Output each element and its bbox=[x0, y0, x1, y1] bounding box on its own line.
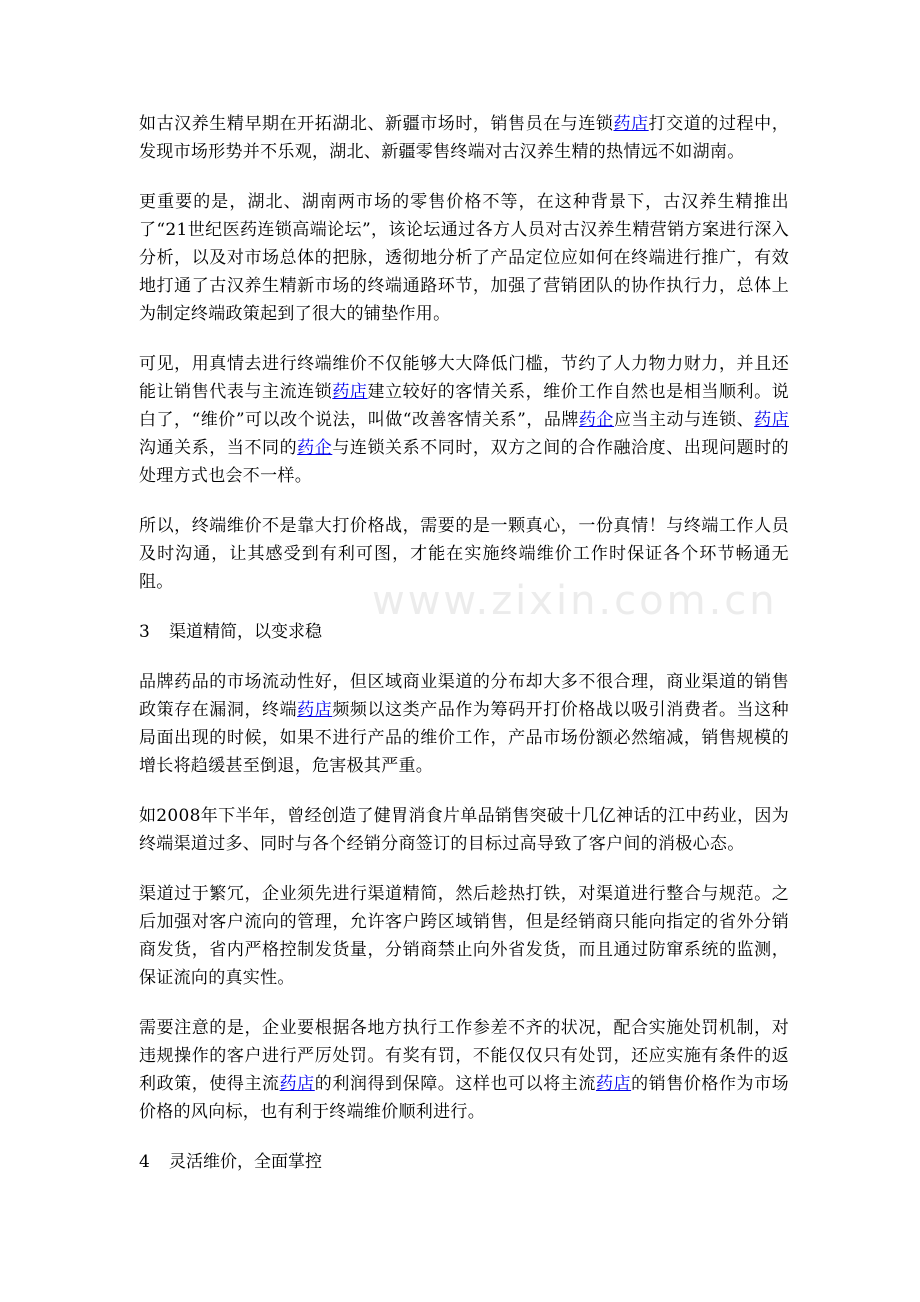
paragraph-3 bbox=[139, 350, 789, 490]
link-pharma-company[interactable]: 药企 bbox=[578, 410, 614, 430]
paragraph-1 bbox=[139, 110, 789, 166]
document-body bbox=[139, 110, 789, 1198]
link-pharmacy[interactable]: 药店 bbox=[595, 1074, 632, 1094]
text-span: 应当主动与连锁、 bbox=[613, 410, 755, 430]
link-pharmacy[interactable]: 药店 bbox=[332, 382, 368, 402]
link-pharmacy[interactable]: 药店 bbox=[279, 1074, 315, 1094]
section-title: 灵活维价，全面掌控 bbox=[169, 1152, 322, 1172]
section-heading-3 bbox=[139, 618, 789, 646]
paragraph-5 bbox=[139, 668, 789, 780]
paragraph-2: 更重要的是，湖北、湖南两市场的零售价格不等，在这种背景下，古汉养生精推出了“21世纪医药连锁高端论坛”，该论坛通过各方人员对古汉养生精营销方案进行深入分析，以及对市场总体的把脉，透彻地分析了产品定位应如何在终端进行推广，有效地打通了古汉养生精新市场的终端通路环节，加强了营销团队的协作执行力，总体上为制定终端政策起到了很大的铺垫作用。 bbox=[139, 192, 789, 324]
text-span: 与连锁关系不同时，双方之间的合作融洽度、出现问题时的处理方式也会不一样。 bbox=[139, 438, 789, 486]
section-heading-4 bbox=[139, 1148, 789, 1176]
text-span: 的销售价格作为市场价格的风向标，也有利于终端维价顺利进行。 bbox=[139, 1074, 789, 1122]
paragraph-7: 渠道过于繁冗，企业须先进行渠道精简，然后趁热打铁，对渠道进行整合与规范。之后加强对客户流向的管理，允许客户跨区域销售，但是经销商只能向指定的省外分销商发货，省内严格控制发货量，分销商禁止向外省发货，而且通过防窜系统的监测，保证流向的真实性。 bbox=[139, 884, 789, 988]
text-span: 频频以这类产品作为筹码开打价格战以吸引消费者。当这种局面出现的时候，如果不进行产品的维价工作，产品市场份额必然缩减，销售规模的增长将趋缓甚至倒退，危害极其严重。 bbox=[139, 700, 789, 776]
section-number: 3 bbox=[139, 622, 150, 642]
link-pharmacy[interactable]: 药店 bbox=[754, 410, 789, 430]
text-span: 品牌药品的市场流动性好，但区域商业渠道的分布却大多不很合理，商业渠道的销售政策存在漏洞，终端 bbox=[139, 672, 789, 720]
text-span: 需要注意的是，企业要根据各地方执行工作参差不齐的状况，配合实施处罚机制，对违规操作的客户进行严厉处罚。有奖有罚，不能仅仅只有处罚，还应实施有条件的返利政策，使得主流 bbox=[139, 1018, 789, 1094]
paragraph-8 bbox=[139, 1014, 789, 1126]
text-span: 打交道的过程中，发现市场形势并不乐观，湖北、新疆零售终端对古汉养生精的热情远不如湖南。 bbox=[139, 114, 789, 162]
link-pharma-company[interactable]: 药企 bbox=[297, 438, 333, 458]
watermark: www.zixin.com.cn bbox=[372, 578, 778, 624]
paragraph-6: 如2008年下半年，曾经创造了健胃消食片单品销售突破十几亿神话的江中药业，因为终端渠道过多、同时与各个经销分商签订的目标过高导致了客户间的消极心态。 bbox=[139, 806, 789, 854]
link-pharmacy[interactable]: 药店 bbox=[613, 114, 649, 134]
link-pharmacy[interactable]: 药店 bbox=[297, 700, 333, 720]
text-span: 可见，用真情去进行终端维价不仅能够大大降低门槛，节约了人力物力财力，并且还能让销售代表与主流连锁 bbox=[139, 354, 789, 402]
section-number: 4 bbox=[139, 1152, 150, 1172]
text-span: 如古汉养生精早期在开拓湖北、新疆市场时，销售员在与连锁 bbox=[139, 114, 614, 134]
text-span: 沟通关系，当不同的 bbox=[139, 438, 298, 458]
text-span: 建立较好的客情关系，维价工作自然也是相当顺利。说白了，“维价”可以改个说法，叫做“改善客情关系”，品牌 bbox=[139, 382, 789, 430]
paragraph-4: 所以，终端维价不是靠大打价格战，需要的是一颗真心，一份真情！与终端工作人员及时沟通，让其感受到有利可图，才能在实施终端维价工作时保证各个环节畅通无阻。 bbox=[139, 516, 789, 592]
section-title: 渠道精简，以变求稳 bbox=[169, 622, 322, 642]
text-span: 的利润得到保障。这样也可以将主流 bbox=[314, 1074, 596, 1094]
